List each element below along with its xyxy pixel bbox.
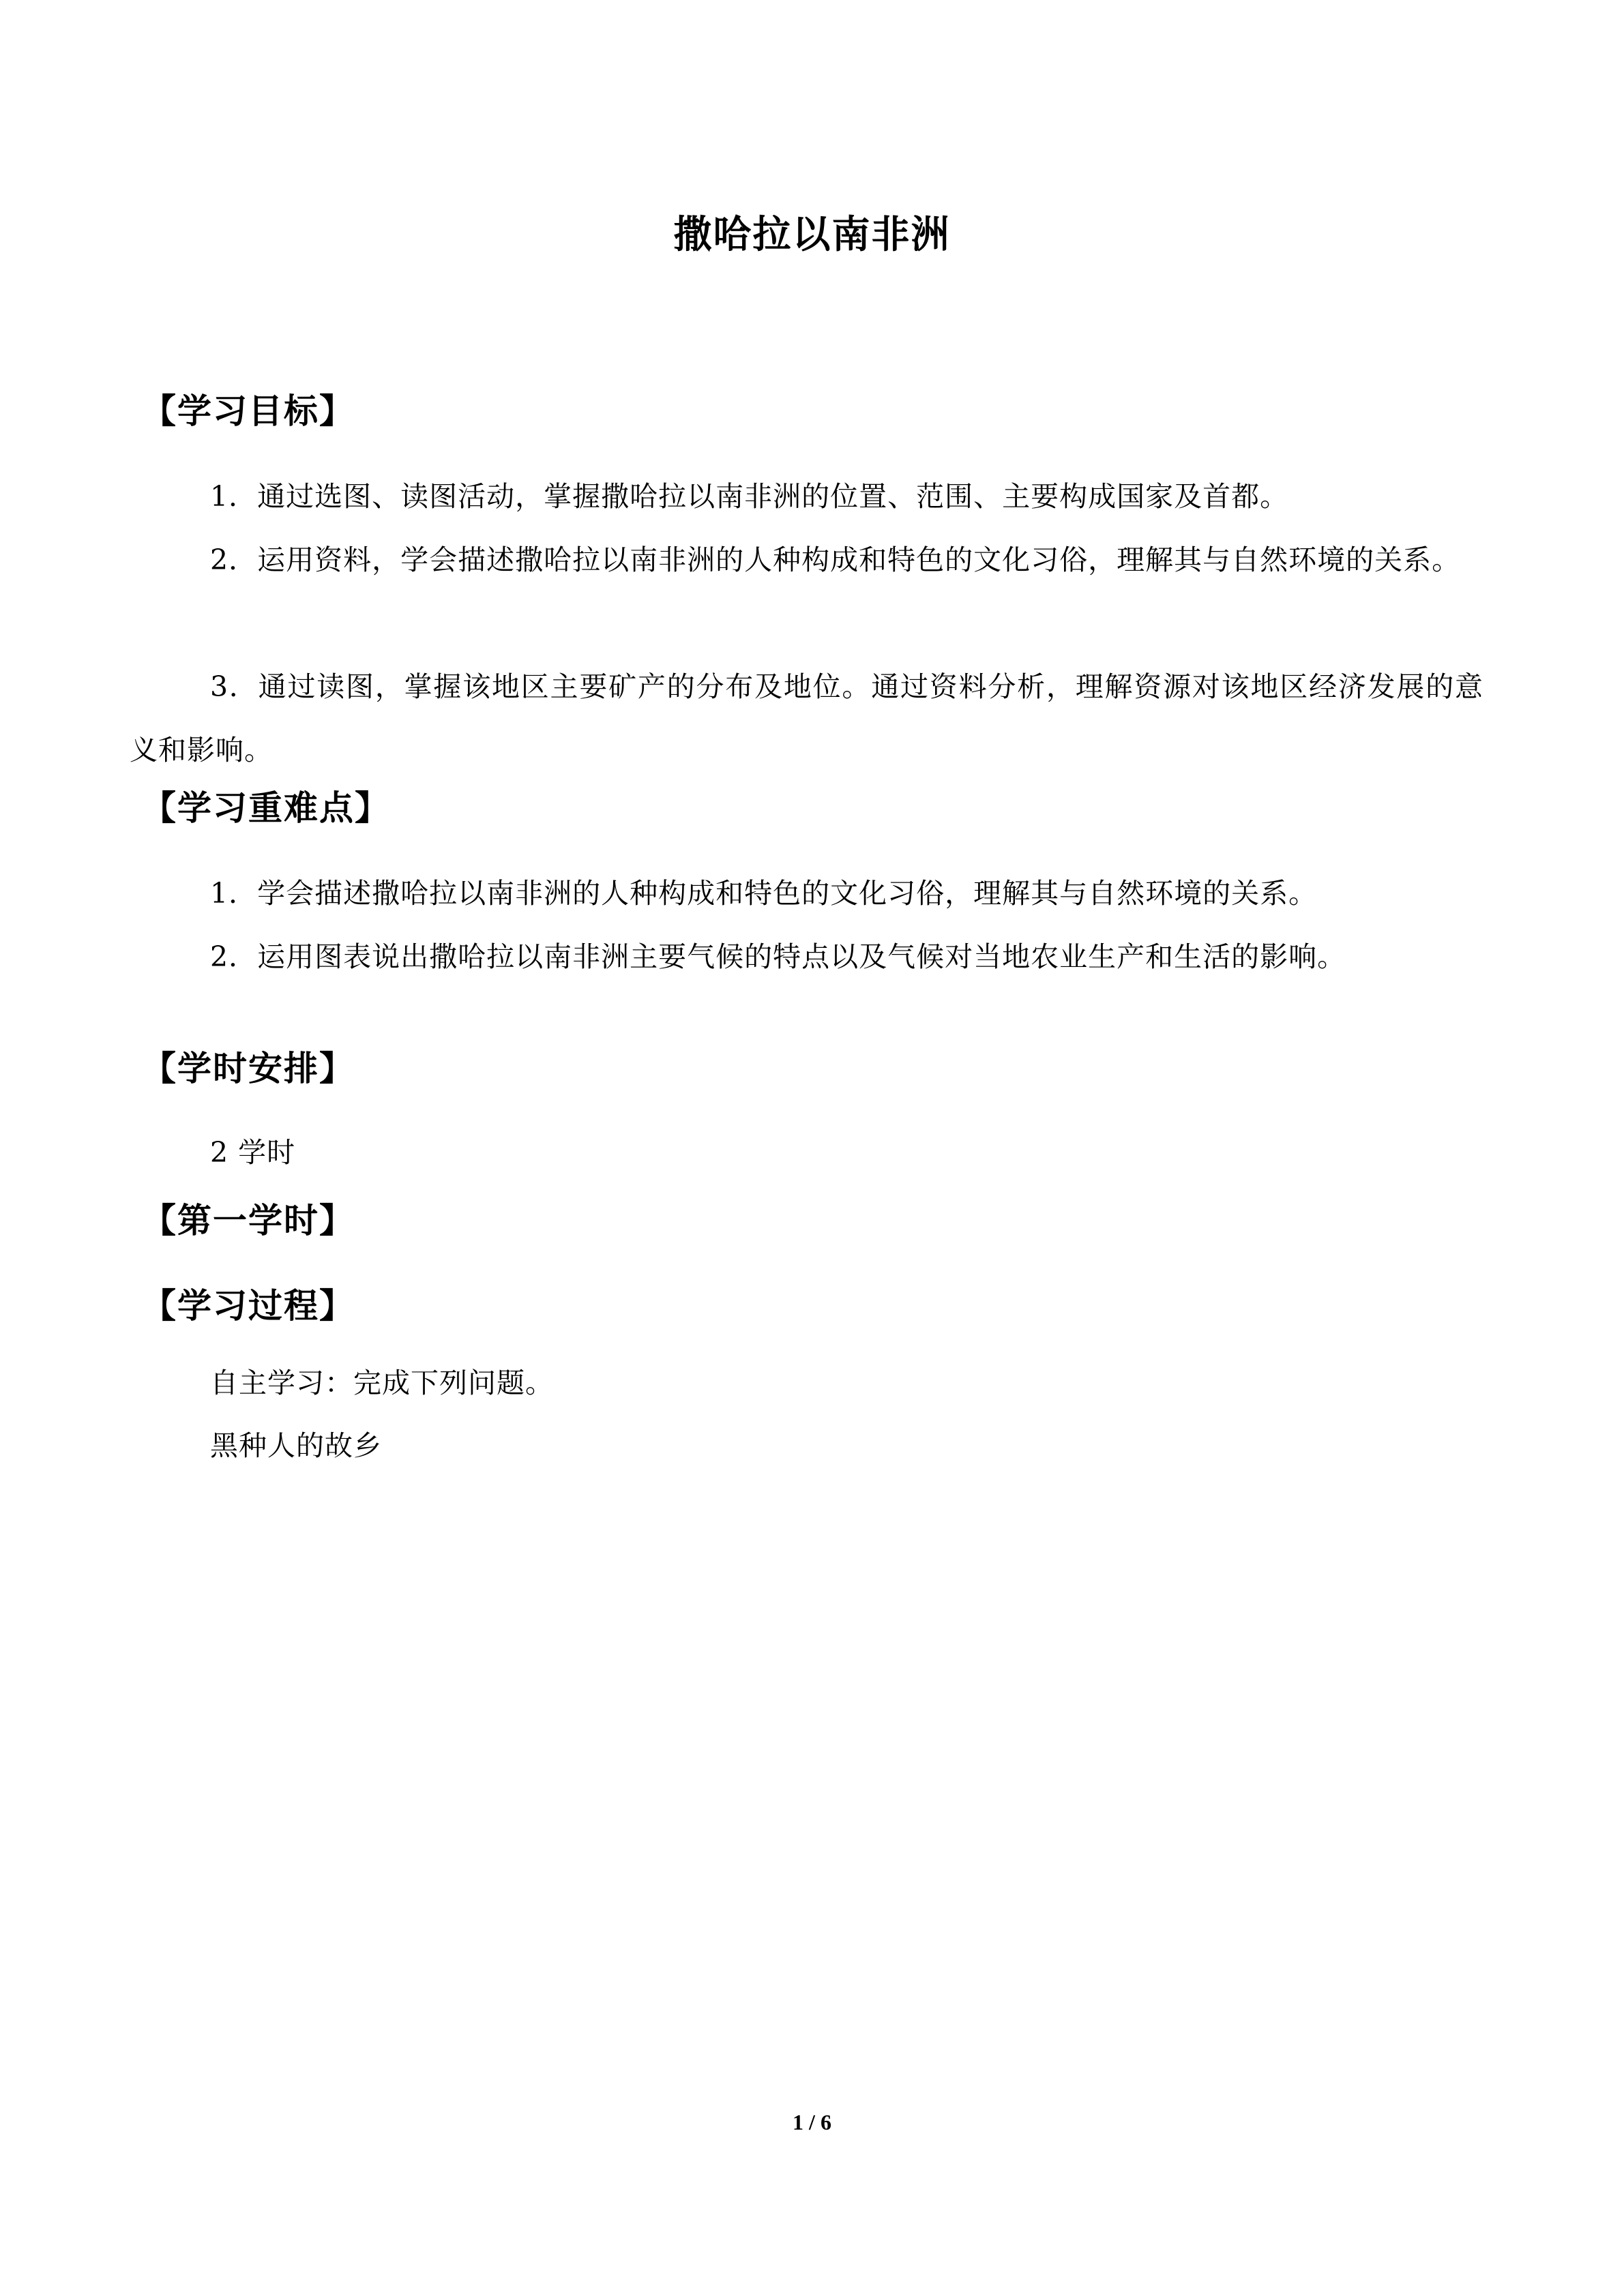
process-line-self-study: 自主学习：完成下列问题。	[210, 1367, 554, 1399]
objective-item-1: 1．通过选图、读图活动，掌握撒哈拉以南非洲的位置、范围、主要构成国家及首都。	[210, 480, 1289, 513]
schedule-text: 2 学时	[210, 1136, 296, 1169]
heading-learning-process: 【学习过程】	[142, 1286, 355, 1326]
key-point-item-2: 2．运用图表说出撒哈拉以南非洲主要气候的特点以及气候对当地农业生产和生活的影响。	[210, 940, 1346, 973]
heading-schedule: 【学时安排】	[142, 1049, 355, 1088]
objective-item-3: 3．通过读图，掌握该地区主要矿产的分布及地位。通过资料分析，理解资源对该地区经济发展的意义和影响。	[130, 670, 1483, 766]
document-title: 撒哈拉以南非洲	[673, 213, 951, 257]
key-point-item-1: 1．学会描述撒哈拉以南非洲的人种构成和特色的文化习俗，理解其与自然环境的关系。	[210, 877, 1318, 910]
heading-first-period: 【第一学时】	[142, 1201, 355, 1240]
heading-key-points: 【学习重难点】	[142, 788, 390, 828]
process-line-topic: 黑种人的故乡	[210, 1429, 382, 1462]
page-number: 1 / 6	[793, 2110, 831, 2134]
objective-item-2: 2．运用资料，学会描述撒哈拉以南非洲的人种构成和特色的文化习俗，理解其与自然环境的关系。	[210, 543, 1461, 576]
heading-learning-objectives: 【学习目标】	[142, 391, 355, 431]
